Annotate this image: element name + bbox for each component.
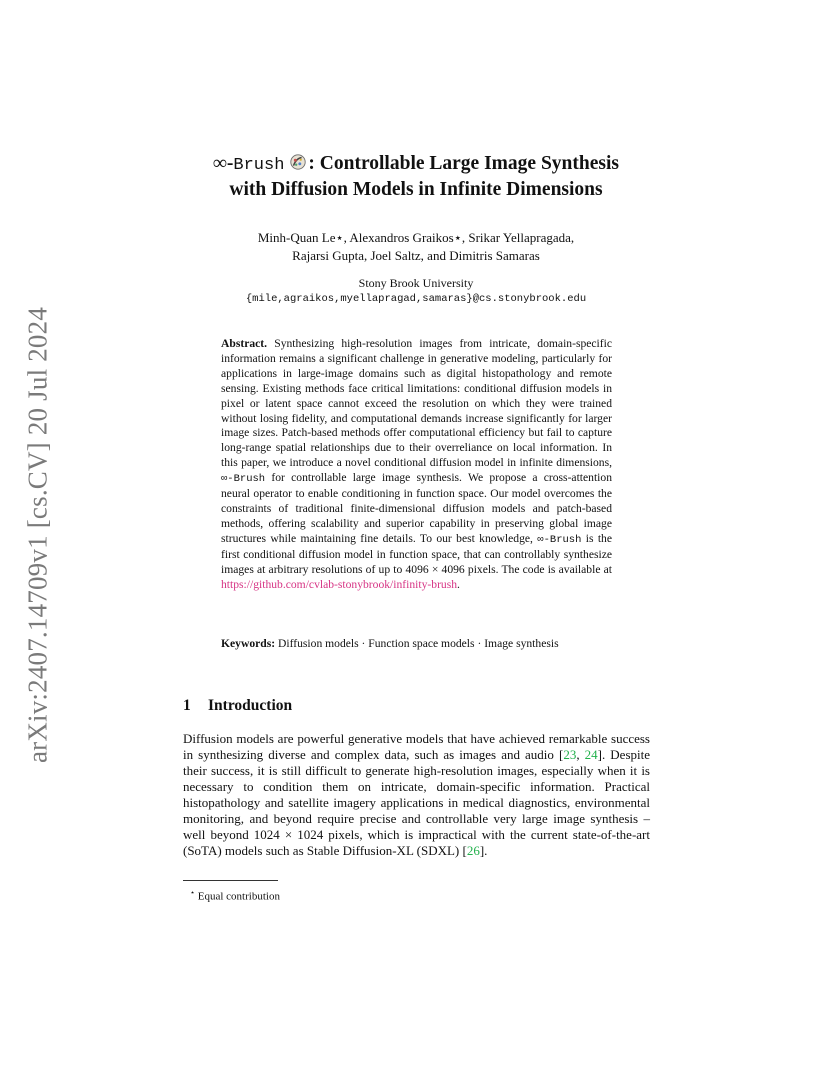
arxiv-identifier: arXiv:2407.14709v1 [cs.CV] 20 Jul 2024 xyxy=(22,306,53,764)
abstract xyxy=(221,337,612,592)
affiliation xyxy=(140,275,692,307)
citation-link[interactable]: 26 xyxy=(466,843,480,858)
authors-line-2: Rajarsi Gupta, Joel Saltz, and Dimitris Samaras xyxy=(292,248,540,263)
title-line-1 xyxy=(140,152,692,178)
method-name-inline: ∞-Brush xyxy=(221,473,266,486)
title-method-name: Brush xyxy=(233,156,285,175)
title-infinity-symbol: ∞- xyxy=(213,153,234,174)
abstract-text-3: is the first conditional diffusion model in function space, that can controllably synthesize images at arbitrary resolutions of up to 4096 × 4096 pixels. The code is available at xyxy=(221,531,612,576)
abstract-text-2: for controllable large image synthesis. We propose a cross-attention neural operator to enable conditioning in function space. Our model overcomes the constraints of traditional finite-dimensional diffusion models and patch-based methods, offering scalability and superior capability in preserving global image structures while maintaining fine details. To our best knowledge, xyxy=(221,471,612,545)
title-line-2: with Diffusion Models in Infinite Dimensions xyxy=(229,179,603,200)
author-list xyxy=(140,229,692,265)
citation-link[interactable]: 23 xyxy=(563,747,577,762)
footnote xyxy=(190,886,280,904)
section-heading xyxy=(183,697,292,715)
author-emails: {mile,agraikos,myellapragad,samaras}@cs.stonybrook.edu xyxy=(245,293,587,305)
keywords-label: Keywords: xyxy=(221,637,276,650)
section-title: Introduction xyxy=(208,697,293,714)
keywords-text: Diffusion models · Function space models · Image synthesis xyxy=(275,637,559,650)
keywords xyxy=(221,636,612,651)
method-name-inline: ∞-Brush xyxy=(537,533,582,546)
intro-text-2: ]. Despite their success, it is still difficult to generate high-resolution images, especially when it is necessary to condition them on intricate, domain-specific information. Practical histopathology and satellite imagery applications in medical diagnostics, environmental monitoring, and beyond require precise and controllable very large image synthesis – well beyond 1024 × 1024 pixels, which is impractical with the current state-of-the-art (SoTA) models such as Stable Diffusion-XL (SDXL) [ xyxy=(183,747,651,858)
abstract-label: Abstract. xyxy=(221,337,268,350)
citation-separator: , xyxy=(576,747,585,762)
footnote-text: Equal contribution xyxy=(195,890,280,903)
institution: Stony Brook University xyxy=(358,276,474,290)
abstract-end: . xyxy=(457,577,460,591)
footnote-mark: ⋆ xyxy=(190,888,196,897)
citation-link[interactable]: 24 xyxy=(584,747,598,762)
authors-line-1: Minh-Quan Le⋆, Alexandros Graikos⋆, Srikar Yellapragada, xyxy=(257,230,575,245)
footnote-rule xyxy=(183,880,278,881)
arxiv-stamp xyxy=(8,300,68,770)
intro-text-1: Diffusion models are powerful generative models that have achieved remarkable success in synthesizing diverse and complex data, such as images and audio [ xyxy=(183,731,650,762)
code-repository-link[interactable]: https://github.com/cvlab-stonybrook/infinity-brush xyxy=(221,577,458,591)
intro-text-3: ]. xyxy=(479,843,488,858)
paper-title xyxy=(140,152,692,202)
section-number: 1 xyxy=(183,697,191,714)
title-subtitle-rest: : Controllable Large Image Synthesis xyxy=(308,153,619,174)
paintbrush-logo-icon xyxy=(289,153,307,171)
introduction-paragraph xyxy=(183,731,650,859)
abstract-text-1: Synthesizing high-resolution images from intricate, domain-specific information remains a significant challenge in generative modeling, particularly for applications in large-image domains such as digital histopathology and remote sensing. Existing methods face critical limitations: conditional diffusion models in pixel or latent space cannot exceed the resolution on which they were trained without losing fidelity, and computational demands increase significantly for larger image sizes. Patch-based methods offer computational efficiency but fail to capture long-range spatial relationships due to their overreliance on local information. In this paper, we introduce a novel conditional diffusion model in infinite dimensions, xyxy=(221,337,612,470)
